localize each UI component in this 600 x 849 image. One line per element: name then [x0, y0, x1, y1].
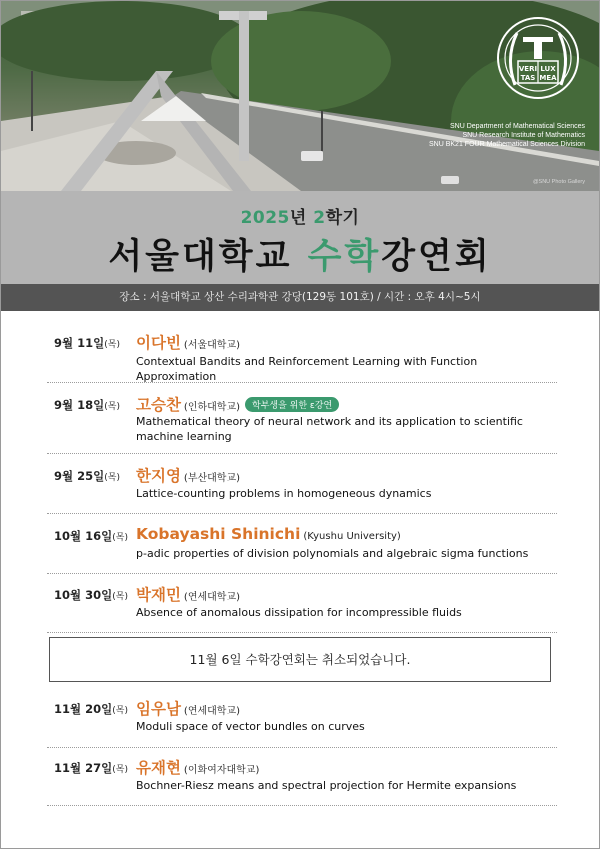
talk-date-day: 10월 30일	[54, 588, 113, 602]
talk-date	[54, 335, 120, 351]
talk-speaker	[136, 697, 240, 719]
talk-speaker	[136, 331, 240, 353]
snu-crest	[495, 15, 581, 101]
crest-tas: TAS	[520, 74, 536, 82]
talk-title: Contextual Bandits and Reinforcement Learning with Function Approximation	[136, 355, 478, 383]
talk-date-dow: (목)	[112, 765, 128, 775]
title-suffix: 강연회	[381, 237, 492, 277]
talk-date-dow: (목)	[112, 592, 128, 602]
subtitle-year-suffix: 년	[289, 208, 314, 228]
talk-speaker	[136, 756, 259, 778]
department-line-3: SNU BK21 FOUR Mathematical Sciences Division	[429, 141, 585, 148]
speaker-affiliation: (인하대학교)	[183, 402, 241, 413]
venue-bar: 장소 : 서울대학교 상산 수리과학관 강당(129동 101호) / 시간 : 오후 4시~5시	[1, 284, 599, 311]
speaker-name: Kobayashi Shinichi	[136, 525, 301, 543]
talk-title: Moduli space of vector bundles on curves	[136, 720, 365, 733]
department-lines	[429, 122, 585, 149]
speaker-name: 임우남	[136, 700, 181, 718]
speaker-affiliation: (Kyushu University)	[303, 531, 401, 542]
cancel-notice: 11월 6일 수학강연회는 취소되었습니다.	[49, 637, 551, 682]
talk-row	[47, 453, 557, 514]
talk-speaker	[136, 524, 401, 543]
talk-date-day: 11월 27일	[54, 761, 113, 775]
campus-photo	[1, 1, 599, 191]
speaker-affiliation: (이화여자대학교)	[183, 765, 260, 776]
talk-date-day: 11월 20일	[54, 702, 113, 716]
speaker-name: 고승찬	[136, 396, 181, 414]
subtitle-term: 2	[313, 208, 326, 228]
speaker-affiliation: (부산대학교)	[183, 473, 241, 484]
semester-subtitle	[1, 203, 599, 228]
talk-date	[54, 587, 128, 603]
talk-title: Bochner-Riesz means and spectral projection for Hermite expansions	[136, 779, 517, 792]
talk-date	[54, 528, 128, 544]
talk-title: p-adic properties of division polynomials and algebraic sigma functions	[136, 547, 529, 560]
speaker-name: 한지영	[136, 467, 181, 485]
talk-row	[47, 321, 557, 383]
crest-mea: MEA	[539, 74, 557, 82]
talk-date-dow: (목)	[104, 473, 120, 483]
talk-date-dow: (목)	[104, 340, 120, 350]
talk-speaker	[136, 393, 339, 415]
talk-row	[47, 747, 557, 806]
talk-date-day: 9월 11일	[54, 336, 105, 350]
talk-date	[54, 760, 128, 776]
title-prefix: 서울대학교	[108, 237, 308, 277]
speaker-affiliation: (연세대학교)	[183, 592, 241, 603]
talk-date-dow: (목)	[104, 402, 120, 412]
talk-row	[47, 513, 557, 574]
speaker-name: 유재현	[136, 759, 181, 777]
talk-date-day: 10월 16일	[54, 529, 113, 543]
speaker-name: 박재민	[136, 586, 181, 604]
talk-title: Absence of anomalous dissipation for incompressible fluids	[136, 606, 462, 619]
subtitle-year: 2025	[240, 208, 290, 228]
speaker-affiliation: (연세대학교)	[183, 706, 241, 717]
page-title	[1, 229, 599, 279]
talk-date	[54, 397, 120, 413]
talk-date-dow: (목)	[112, 706, 128, 716]
talk-row	[47, 689, 557, 748]
crest-lux: LUX	[540, 65, 556, 73]
talk-speaker	[136, 583, 240, 605]
talk-date-day: 9월 25일	[54, 469, 105, 483]
title-band	[1, 191, 599, 284]
talk-date-day: 9월 18일	[54, 398, 105, 412]
subtitle-term-suffix: 학기	[325, 208, 360, 228]
talk-date-dow: (목)	[112, 533, 128, 543]
talk-speaker	[136, 464, 240, 486]
talk-title: Lattice-counting problems in homogeneous dynamics	[136, 487, 432, 500]
department-line-1: SNU Department of Mathematical Sciences	[450, 123, 585, 130]
talk-date	[54, 468, 120, 484]
talk-row	[47, 573, 557, 633]
talk-row	[47, 382, 557, 454]
talk-date	[54, 701, 128, 717]
photo-credit: @SNU Photo Gallery	[532, 179, 585, 185]
talk-title: Mathematical theory of neural network and its application to scientific machine learning	[136, 415, 523, 443]
crest-veri: VERI	[518, 65, 538, 73]
department-line-2: SNU Research Institute of Mathematics	[462, 132, 585, 139]
speaker-name: 이다빈	[136, 334, 181, 352]
title-accent: 수학	[307, 237, 382, 277]
undergraduate-badge: 학부생을 위한 ε강연	[245, 397, 339, 412]
speaker-affiliation: (서울대학교)	[183, 340, 241, 351]
